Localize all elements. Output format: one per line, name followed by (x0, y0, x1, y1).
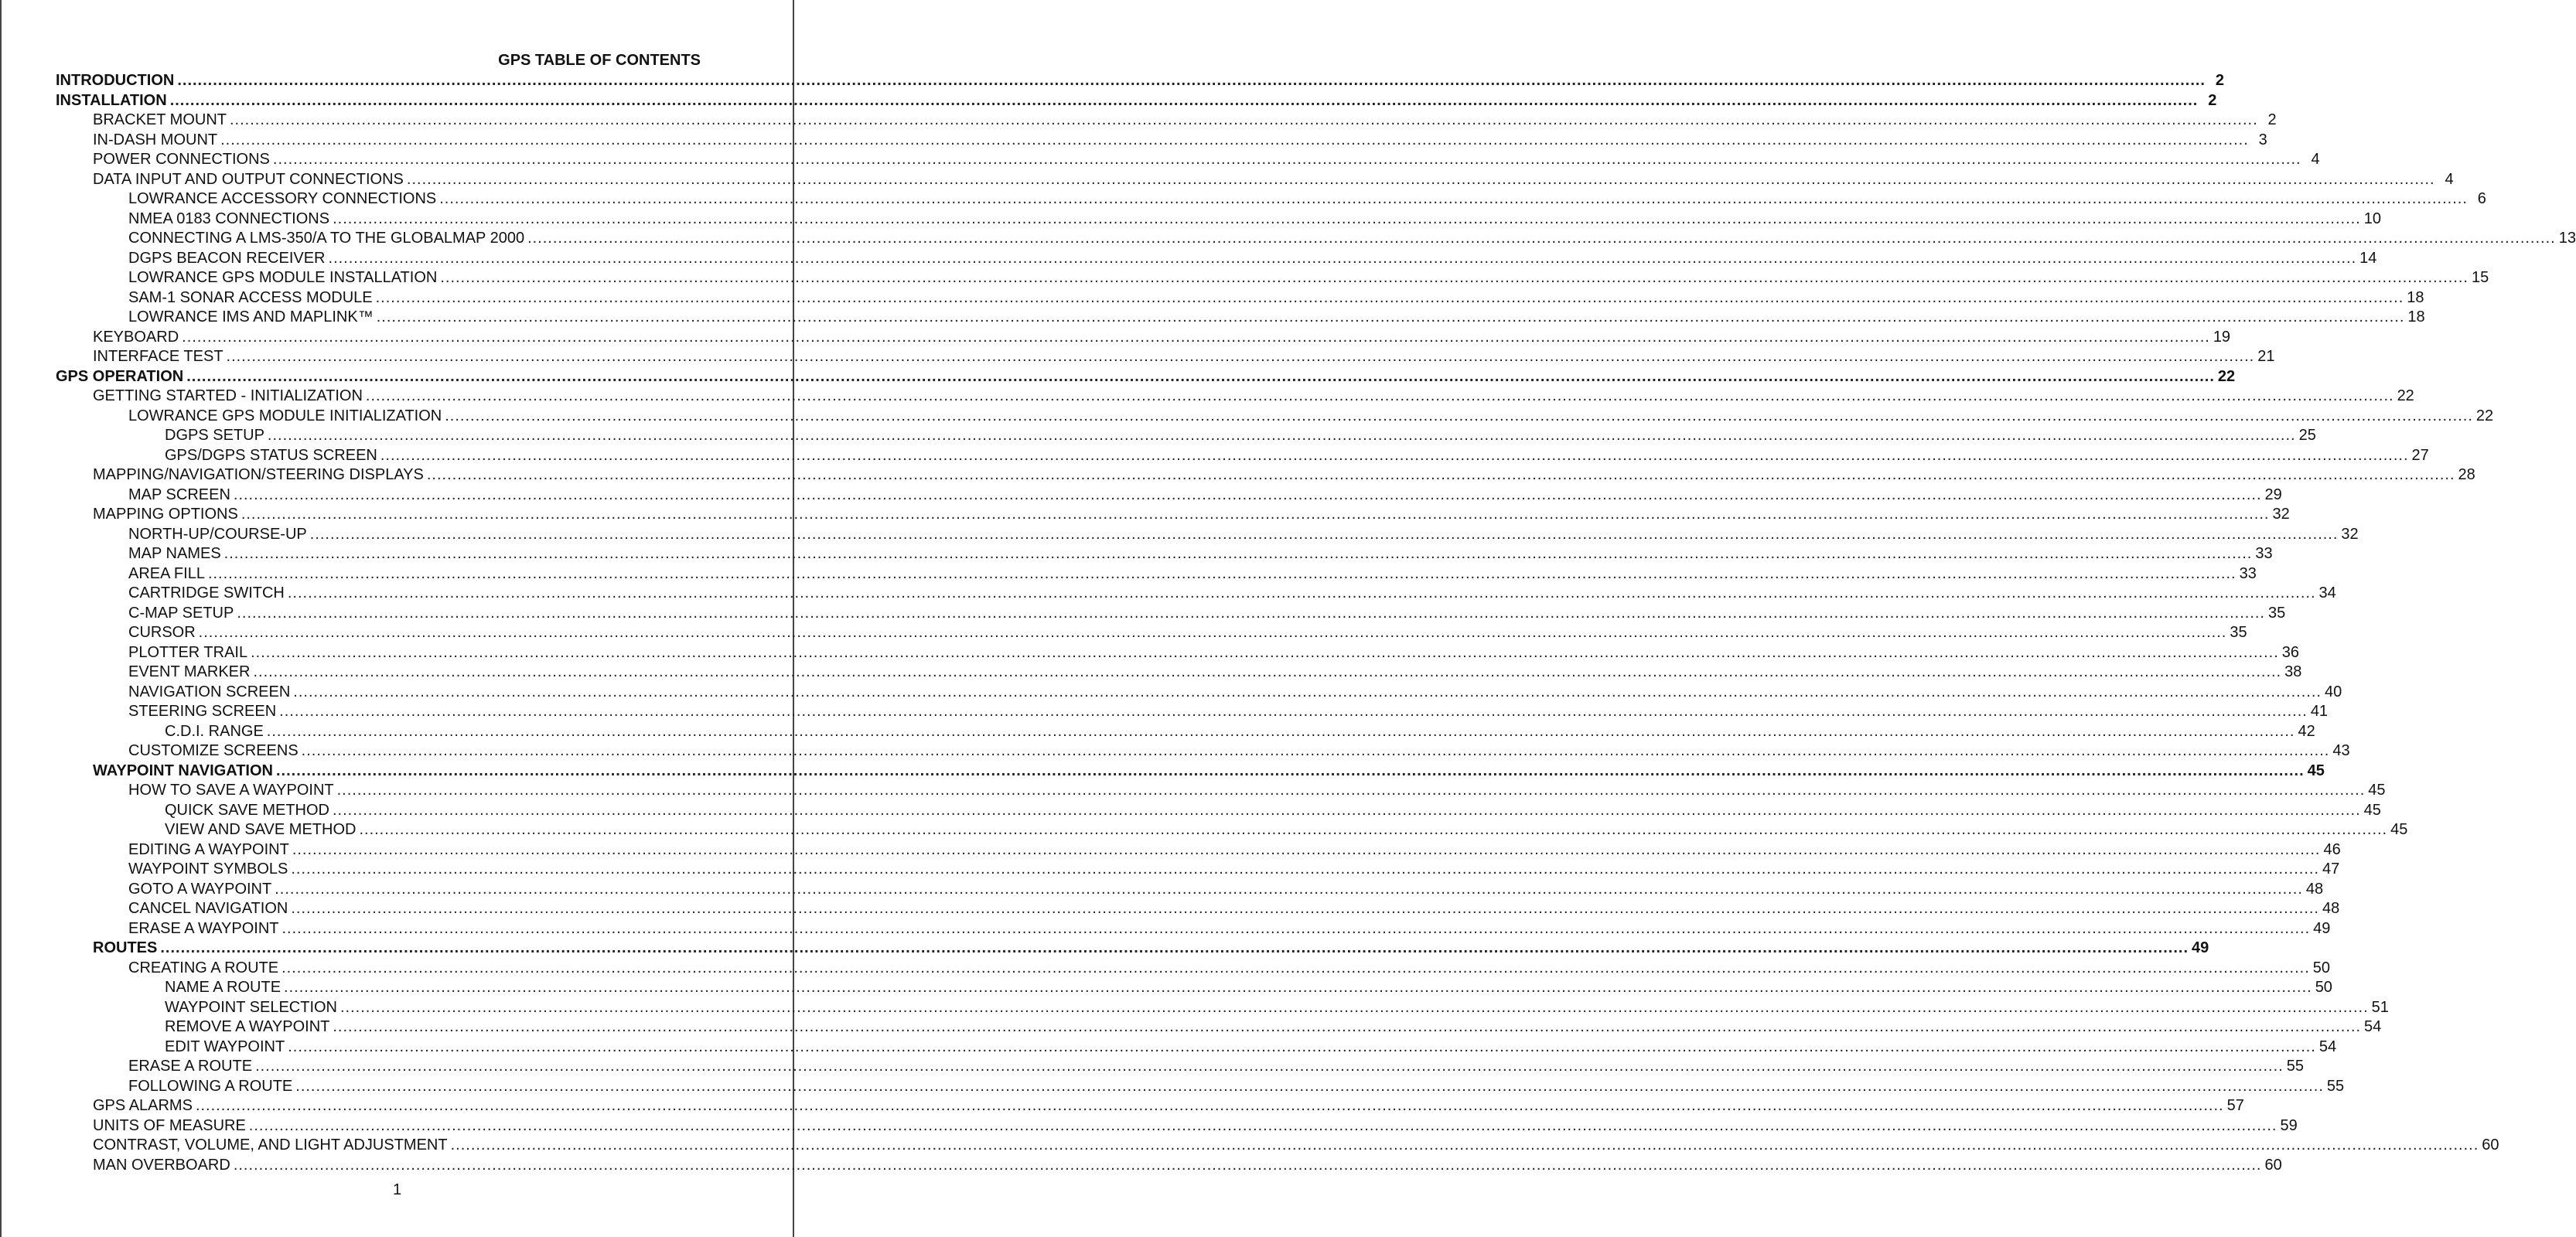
toc-entry-page: 49 (2313, 919, 2331, 937)
toc-entry-label: POWER CONNECTIONS (93, 151, 270, 168)
toc-entry-label: MAP NAMES (128, 545, 221, 562)
dot-leader: ................................................................................................................................................................................................................................................................................................................................................................................................................ (359, 821, 2388, 838)
toc-entry-page: 25 (2298, 427, 2316, 444)
toc-entry-page: 4 (2445, 170, 2454, 188)
toc-entry-page: 10 (2363, 210, 2381, 227)
toc-entry-label: INTRODUCTION (56, 72, 175, 89)
dot-leader: ................................................................................................................................................................................................................................................................................................................................................................................................................ (445, 407, 2473, 424)
toc-entry-page: 48 (2305, 880, 2324, 898)
table-of-contents (56, 71, 2576, 1175)
dot-leader: ................................................................................................................................................................................................................................................................................................................................................................................................................ (251, 643, 2279, 661)
toc-entry[interactable] (56, 840, 2341, 860)
dot-leader: ................................................................................................................................................................................................................................................................................................................................................................................................................ (169, 91, 2199, 109)
toc-entry-label: LOWRANCE IMS AND MAPLINK™ (128, 308, 374, 325)
toc-entry-page: 41 (2310, 703, 2329, 720)
toc-entry-label: EVENT MARKER (128, 663, 251, 680)
toc-entry-page: 18 (2407, 308, 2425, 325)
toc-entry-label: IN-DASH MOUNT (93, 131, 218, 148)
toc-entry-label: EDITING A WAYPOINT (128, 840, 289, 858)
dot-leader: ................................................................................................................................................................................................................................................................................................................................................................................................................ (241, 506, 2270, 523)
toc-entry-page: 29 (2264, 486, 2282, 503)
toc-entry-label: SAM-1 SONAR ACCESS MODULE (128, 288, 373, 306)
dot-leader: ................................................................................................................................................................................................................................................................................................................................................................................................................ (233, 1156, 2262, 1174)
dot-leader: ................................................................................................................................................................................................................................................................................................................................................................................................................ (279, 703, 2308, 720)
dot-leader: ................................................................................................................................................................................................................................................................................................................................................................................................................ (426, 466, 2455, 483)
toc-entry-label: C-MAP SETUP (128, 604, 234, 622)
dot-leader: ................................................................................................................................................................................................................................................................................................................................................................................................................ (375, 288, 2404, 306)
dot-leader: ................................................................................................................................................................................................................................................................................................................................................................................................................ (309, 525, 2339, 543)
dot-leader: ................................................................................................................................................................................................................................................................................................................................................................................................................ (272, 151, 2301, 168)
toc-entry[interactable] (56, 347, 2275, 367)
toc-entry[interactable] (56, 525, 2359, 545)
dot-leader: ................................................................................................................................................................................................................................................................................................................................................................................................................ (527, 230, 2556, 247)
toc-entry-page: 32 (2272, 506, 2290, 523)
dot-leader: ................................................................................................................................................................................................................................................................................................................................................................................................................ (328, 249, 2357, 267)
page-number: 1 (392, 1181, 402, 1198)
toc-entry[interactable] (56, 367, 2236, 387)
toc-entry[interactable] (56, 170, 2454, 190)
toc-entry-label: REMOVE A WAYPOINT (165, 1018, 330, 1035)
toc-entry[interactable] (56, 702, 2329, 722)
dot-leader: ................................................................................................................................................................................................................................................................................................................................................................................................................ (380, 446, 2409, 464)
toc-entry-page: 57 (2226, 1097, 2244, 1114)
toc-entry-label: WAYPOINT SYMBOLS (128, 860, 288, 877)
toc-entry-label: GOTO A WAYPOINT (128, 880, 272, 898)
toc-entry-page: 21 (2257, 348, 2275, 365)
toc-entry[interactable] (56, 899, 2340, 919)
toc-entry-page: 19 (2213, 328, 2231, 346)
toc-entry-label: GPS OPERATION (56, 367, 184, 385)
toc-entry-label: MAPPING/NAVIGATION/STEERING DISPLAYS (93, 466, 424, 483)
toc-entry-page: 55 (2286, 1058, 2304, 1075)
toc-entry-label: DGPS SETUP (165, 427, 264, 444)
toc-entry-label: FOLLOWING A ROUTE (128, 1077, 293, 1095)
toc-entry[interactable] (56, 683, 2342, 703)
dot-leader: ................................................................................................................................................................................................................................................................................................................................................................................................................ (275, 880, 2303, 898)
toc-entry-label: STEERING SCREEN (128, 703, 277, 720)
toc-entry[interactable] (56, 801, 2381, 821)
toc-entry-label: NAVIGATION SCREEN (128, 683, 291, 700)
toc-entry[interactable] (56, 604, 2286, 624)
toc-entry-page: 15 (2471, 269, 2489, 286)
toc-entry-label: NORTH-UP/COURSE-UP (128, 525, 307, 543)
toc-entry[interactable] (56, 210, 2381, 230)
dot-leader: ................................................................................................................................................................................................................................................................................................................................................................................................................ (253, 663, 2282, 680)
toc-entry[interactable] (56, 111, 2277, 131)
toc-entry-label: MAPPING OPTIONS (93, 506, 238, 523)
toc-entry[interactable] (56, 1096, 2244, 1116)
toc-entry[interactable] (56, 1136, 2499, 1156)
toc-entry-page: 28 (2458, 466, 2475, 483)
toc-entry-page: 22 (2217, 367, 2236, 385)
dot-leader: ................................................................................................................................................................................................................................................................................................................................................................................................................ (376, 308, 2405, 325)
toc-entry-label: GPS ALARMS (93, 1097, 193, 1114)
dot-leader: ................................................................................................................................................................................................................................................................................................................................................................................................................ (220, 131, 2249, 148)
toc-entry-label: EDIT WAYPOINT (165, 1038, 285, 1055)
toc-entry-label: MAN OVERBOARD (93, 1156, 230, 1174)
toc-entry-page: 2 (2267, 111, 2277, 128)
toc-entry-page: 35 (2267, 604, 2286, 622)
dot-leader: ................................................................................................................................................................................................................................................................................................................................................................................................................ (267, 427, 2296, 444)
toc-entry-label: C.D.I. RANGE (165, 722, 264, 740)
toc-entry[interactable] (56, 150, 2320, 170)
toc-entry-page: 38 (2284, 663, 2302, 680)
toc-entry-label: CONNECTING A LMS-350/A TO THE GLOBALMAP 2000 (128, 230, 525, 247)
dot-leader: ................................................................................................................................................................................................................................................................................................................................................................................................................ (226, 348, 2255, 365)
toc-entry[interactable] (56, 249, 2377, 269)
toc-entry-page: 45 (2363, 801, 2381, 819)
toc-entry-page: 34 (2318, 584, 2336, 601)
toc-entry[interactable] (56, 643, 2300, 663)
toc-entry[interactable] (56, 860, 2340, 880)
toc-entry-label: CUSTOMIZE SCREENS (128, 742, 299, 759)
toc-entry-page: 55 (2326, 1077, 2345, 1095)
toc-entry-label: LOWRANCE GPS MODULE INITIALIZATION (128, 407, 442, 424)
toc-entry-page: 36 (2281, 643, 2300, 661)
dot-leader: ................................................................................................................................................................................................................................................................................................................................................................................................................ (340, 998, 2369, 1016)
dot-leader: ................................................................................................................................................................................................................................................................................................................................................................................................................ (439, 190, 2468, 207)
toc-entry-page: 3 (2258, 131, 2267, 148)
dot-leader: ................................................................................................................................................................................................................................................................................................................................................................................................................ (406, 170, 2435, 188)
toc-entry-page: 18 (2407, 288, 2424, 306)
page-edge-left (0, 0, 2, 1237)
toc-entry-label: QUICK SAVE METHOD (165, 801, 329, 819)
toc-entry-page: 43 (2332, 742, 2350, 759)
toc-entry-label: KEYBOARD (93, 328, 179, 346)
toc-entry-label: AREA FILL (128, 564, 205, 582)
toc-entry-label: PLOTTER TRAIL (128, 643, 248, 661)
toc-entry-page: 2 (2208, 91, 2217, 109)
toc-entry-page: 32 (2341, 525, 2359, 543)
dot-leader: ................................................................................................................................................................................................................................................................................................................................................................................................................ (198, 624, 2227, 641)
dot-leader: ................................................................................................................................................................................................................................................................................................................................................................................................................ (333, 210, 2361, 227)
toc-entry[interactable] (56, 465, 2475, 486)
dot-leader: ................................................................................................................................................................................................................................................................................................................................................................................................................ (287, 584, 2316, 601)
toc-entry[interactable] (56, 919, 2331, 939)
toc-entry[interactable] (56, 584, 2336, 604)
toc-entry-label: LOWRANCE GPS MODULE INSTALLATION (128, 269, 438, 286)
toc-entry[interactable] (56, 486, 2282, 506)
toc-entry-page: 27 (2411, 446, 2429, 464)
toc-entry-label: INTERFACE TEST (93, 348, 223, 365)
toc-entry[interactable] (56, 722, 2315, 742)
toc-entry-page: 45 (2307, 762, 2325, 779)
toc-entry-label: CANCEL NAVIGATION (128, 900, 288, 917)
toc-entry-page: 14 (2359, 249, 2377, 267)
dot-leader: ................................................................................................................................................................................................................................................................................................................................................................................................................ (275, 762, 2305, 779)
toc-entry-label: CARTRIDGE SWITCH (128, 584, 285, 601)
toc-entry[interactable] (56, 131, 2267, 151)
dot-leader: ................................................................................................................................................................................................................................................................................................................................................................................................................ (295, 1077, 2324, 1095)
toc-entry-page: 22 (2475, 407, 2494, 424)
toc-entry[interactable] (56, 1156, 2282, 1176)
toc-entry[interactable] (56, 623, 2247, 643)
toc-entry-page: 60 (2482, 1136, 2499, 1154)
toc-entry-label: CURSOR (128, 624, 196, 641)
toc-entry-page: 6 (2477, 190, 2486, 207)
toc-entry-page: 35 (2230, 624, 2247, 641)
dot-leader: ................................................................................................................................................................................................................................................................................................................................................................................................................ (186, 367, 2215, 385)
toc-entry[interactable] (56, 387, 2414, 407)
toc-entry[interactable] (56, 762, 2325, 782)
toc-entry-page: 59 (2280, 1116, 2298, 1134)
toc-entry-page: 54 (2318, 1038, 2337, 1055)
toc-entry-label: GPS/DGPS STATUS SCREEN (165, 446, 377, 464)
toc-entry-page: 42 (2298, 722, 2315, 740)
toc-entry-page: 46 (2323, 840, 2341, 858)
toc-entry-page: 45 (2368, 782, 2386, 799)
toc-entry[interactable] (56, 328, 2231, 348)
dot-leader: ................................................................................................................................................................................................................................................................................................................................................................................................................ (177, 72, 2206, 89)
dot-leader: ................................................................................................................................................................................................................................................................................................................................................................................................................ (207, 564, 2237, 582)
toc-entry[interactable] (56, 91, 2217, 111)
toc-entry-label: UNITS OF MEASURE (93, 1116, 246, 1134)
dot-leader: ................................................................................................................................................................................................................................................................................................................................................................................................................ (333, 801, 2361, 819)
toc-entry-label: ROUTES (93, 939, 158, 956)
toc-entry[interactable] (56, 505, 2290, 525)
toc-entry-label: MAP SCREEN (128, 486, 230, 503)
dot-leader: ................................................................................................................................................................................................................................................................................................................................................................................................................ (281, 919, 2311, 937)
dot-leader: ................................................................................................................................................................................................................................................................................................................................................................................................................ (195, 1097, 2224, 1114)
toc-entry-label: WAYPOINT NAVIGATION (93, 762, 273, 779)
toc-entry[interactable] (56, 268, 2489, 288)
dot-leader: ................................................................................................................................................................................................................................................................................................................................................................................................................ (291, 860, 2319, 877)
dot-leader: ................................................................................................................................................................................................................................................................................................................................................................................................................ (333, 1018, 2362, 1035)
dot-leader: ................................................................................................................................................................................................................................................................................................................................................................................................................ (182, 328, 2210, 346)
dot-leader: ................................................................................................................................................................................................................................................................................................................................................................................................................ (450, 1136, 2479, 1154)
toc-entry[interactable] (56, 663, 2302, 683)
toc-entry[interactable] (56, 71, 2224, 91)
page-title: GPS TABLE OF CONTENTS (498, 52, 701, 69)
toc-entry[interactable] (56, 1116, 2298, 1136)
toc-entry[interactable] (56, 741, 2350, 762)
toc-entry[interactable] (56, 820, 2408, 840)
dot-leader: ................................................................................................................................................................................................................................................................................................................................................................................................................ (266, 722, 2295, 740)
dot-leader: ................................................................................................................................................................................................................................................................................................................................................................................................................ (281, 959, 2310, 976)
toc-entry[interactable] (56, 564, 2257, 584)
toc-entry[interactable] (56, 1057, 2304, 1077)
dot-leader: ................................................................................................................................................................................................................................................................................................................................................................................................................ (301, 742, 2330, 759)
toc-entry-page: 2 (2215, 72, 2224, 89)
toc-entry-page: 47 (2322, 860, 2340, 877)
toc-entry[interactable] (56, 998, 2389, 1018)
toc-entry[interactable] (56, 880, 2324, 900)
toc-entry[interactable] (56, 781, 2386, 801)
toc-entry-label: CONTRAST, VOLUME, AND LIGHT ADJUSTMENT (93, 1136, 448, 1154)
toc-entry-page: 45 (2390, 821, 2408, 838)
dot-leader: ................................................................................................................................................................................................................................................................................................................................................................................................................ (237, 604, 2265, 622)
toc-entry-label: DATA INPUT AND OUTPUT CONNECTIONS (93, 170, 404, 188)
dot-leader: ................................................................................................................................................................................................................................................................................................................................................................................................................ (229, 111, 2258, 128)
toc-entry[interactable] (56, 446, 2429, 466)
toc-entry[interactable] (56, 1017, 2382, 1038)
dot-leader: ................................................................................................................................................................................................................................................................................................................................................................................................................ (440, 269, 2469, 286)
toc-entry-label: NMEA 0183 CONNECTIONS (128, 210, 330, 227)
toc-entry-page: 54 (2364, 1018, 2382, 1035)
dot-leader: ................................................................................................................................................................................................................................................................................................................................................................................................................ (255, 1058, 2284, 1075)
toc-entry-label: HOW TO SAVE A WAYPOINT (128, 782, 334, 799)
dot-leader: ................................................................................................................................................................................................................................................................................................................................................................................................................ (336, 782, 2366, 799)
dot-leader: ................................................................................................................................................................................................................................................................................................................................................................................................................ (293, 683, 2322, 700)
toc-entry[interactable] (56, 978, 2332, 998)
toc-entry-label: INSTALLATION (56, 91, 167, 109)
dot-leader: ................................................................................................................................................................................................................................................................................................................................................................................................................ (248, 1116, 2277, 1134)
dot-leader: ................................................................................................................................................................................................................................................................................................................................................................................................................ (160, 939, 2189, 956)
dot-leader: ................................................................................................................................................................................................................................................................................................................................................................................................................ (292, 840, 2321, 858)
dot-leader: ................................................................................................................................................................................................................................................................................................................................................................................................................ (284, 979, 2312, 996)
toc-entry-label: WAYPOINT SELECTION (165, 998, 337, 1016)
toc-entry-label: ERASE A WAYPOINT (128, 919, 279, 937)
toc-entry[interactable] (56, 939, 2209, 959)
toc-entry-label: VIEW AND SAVE METHOD (165, 821, 357, 838)
dot-leader: ................................................................................................................................................................................................................................................................................................................................................................................................................ (288, 1038, 2316, 1055)
toc-entry-page: 51 (2371, 998, 2389, 1016)
toc-entry-page: 13 (2558, 230, 2576, 247)
toc-entry-page: 4 (2311, 151, 2320, 168)
dot-leader: ................................................................................................................................................................................................................................................................................................................................................................................................................ (223, 545, 2253, 562)
toc-entry[interactable] (56, 288, 2424, 308)
toc-entry-page: 48 (2322, 900, 2340, 917)
toc-entry-page: 22 (2397, 387, 2414, 404)
toc-entry[interactable] (56, 407, 2494, 427)
toc-entry-label: DGPS BEACON RECEIVER (128, 249, 326, 267)
toc-entry-label: ERASE A ROUTE (128, 1058, 253, 1075)
toc-entry-label: BRACKET MOUNT (93, 111, 227, 128)
toc-entry[interactable] (56, 544, 2273, 564)
toc-entry-page: 33 (2255, 545, 2273, 562)
toc-entry-page: 60 (2264, 1156, 2282, 1174)
toc-entry-page: 33 (2239, 564, 2257, 582)
dot-leader: ................................................................................................................................................................................................................................................................................................................................................................................................................ (365, 387, 2394, 404)
dot-leader: ................................................................................................................................................................................................................................................................................................................................................................................................................ (291, 900, 2319, 917)
toc-entry-label: CREATING A ROUTE (128, 959, 279, 976)
toc-entry[interactable] (56, 229, 2576, 249)
toc-entry[interactable] (56, 1038, 2337, 1058)
dot-leader: ................................................................................................................................................................................................................................................................................................................................................................................................................ (233, 486, 2262, 503)
toc-entry-label: GETTING STARTED - INITIALIZATION (93, 387, 363, 404)
toc-entry-page: 40 (2324, 683, 2342, 700)
toc-entry[interactable] (56, 426, 2316, 446)
toc-entry-page: 50 (2315, 979, 2332, 996)
toc-entry[interactable] (56, 959, 2331, 979)
toc-entry[interactable] (56, 1077, 2345, 1097)
toc-entry-page: 49 (2192, 939, 2209, 956)
toc-entry-label: LOWRANCE ACCESSORY CONNECTIONS (128, 190, 437, 207)
toc-entry-label: NAME A ROUTE (165, 979, 281, 996)
toc-entry[interactable] (56, 308, 2425, 328)
toc-entry-page: 50 (2312, 959, 2331, 976)
toc-entry[interactable] (56, 189, 2486, 210)
